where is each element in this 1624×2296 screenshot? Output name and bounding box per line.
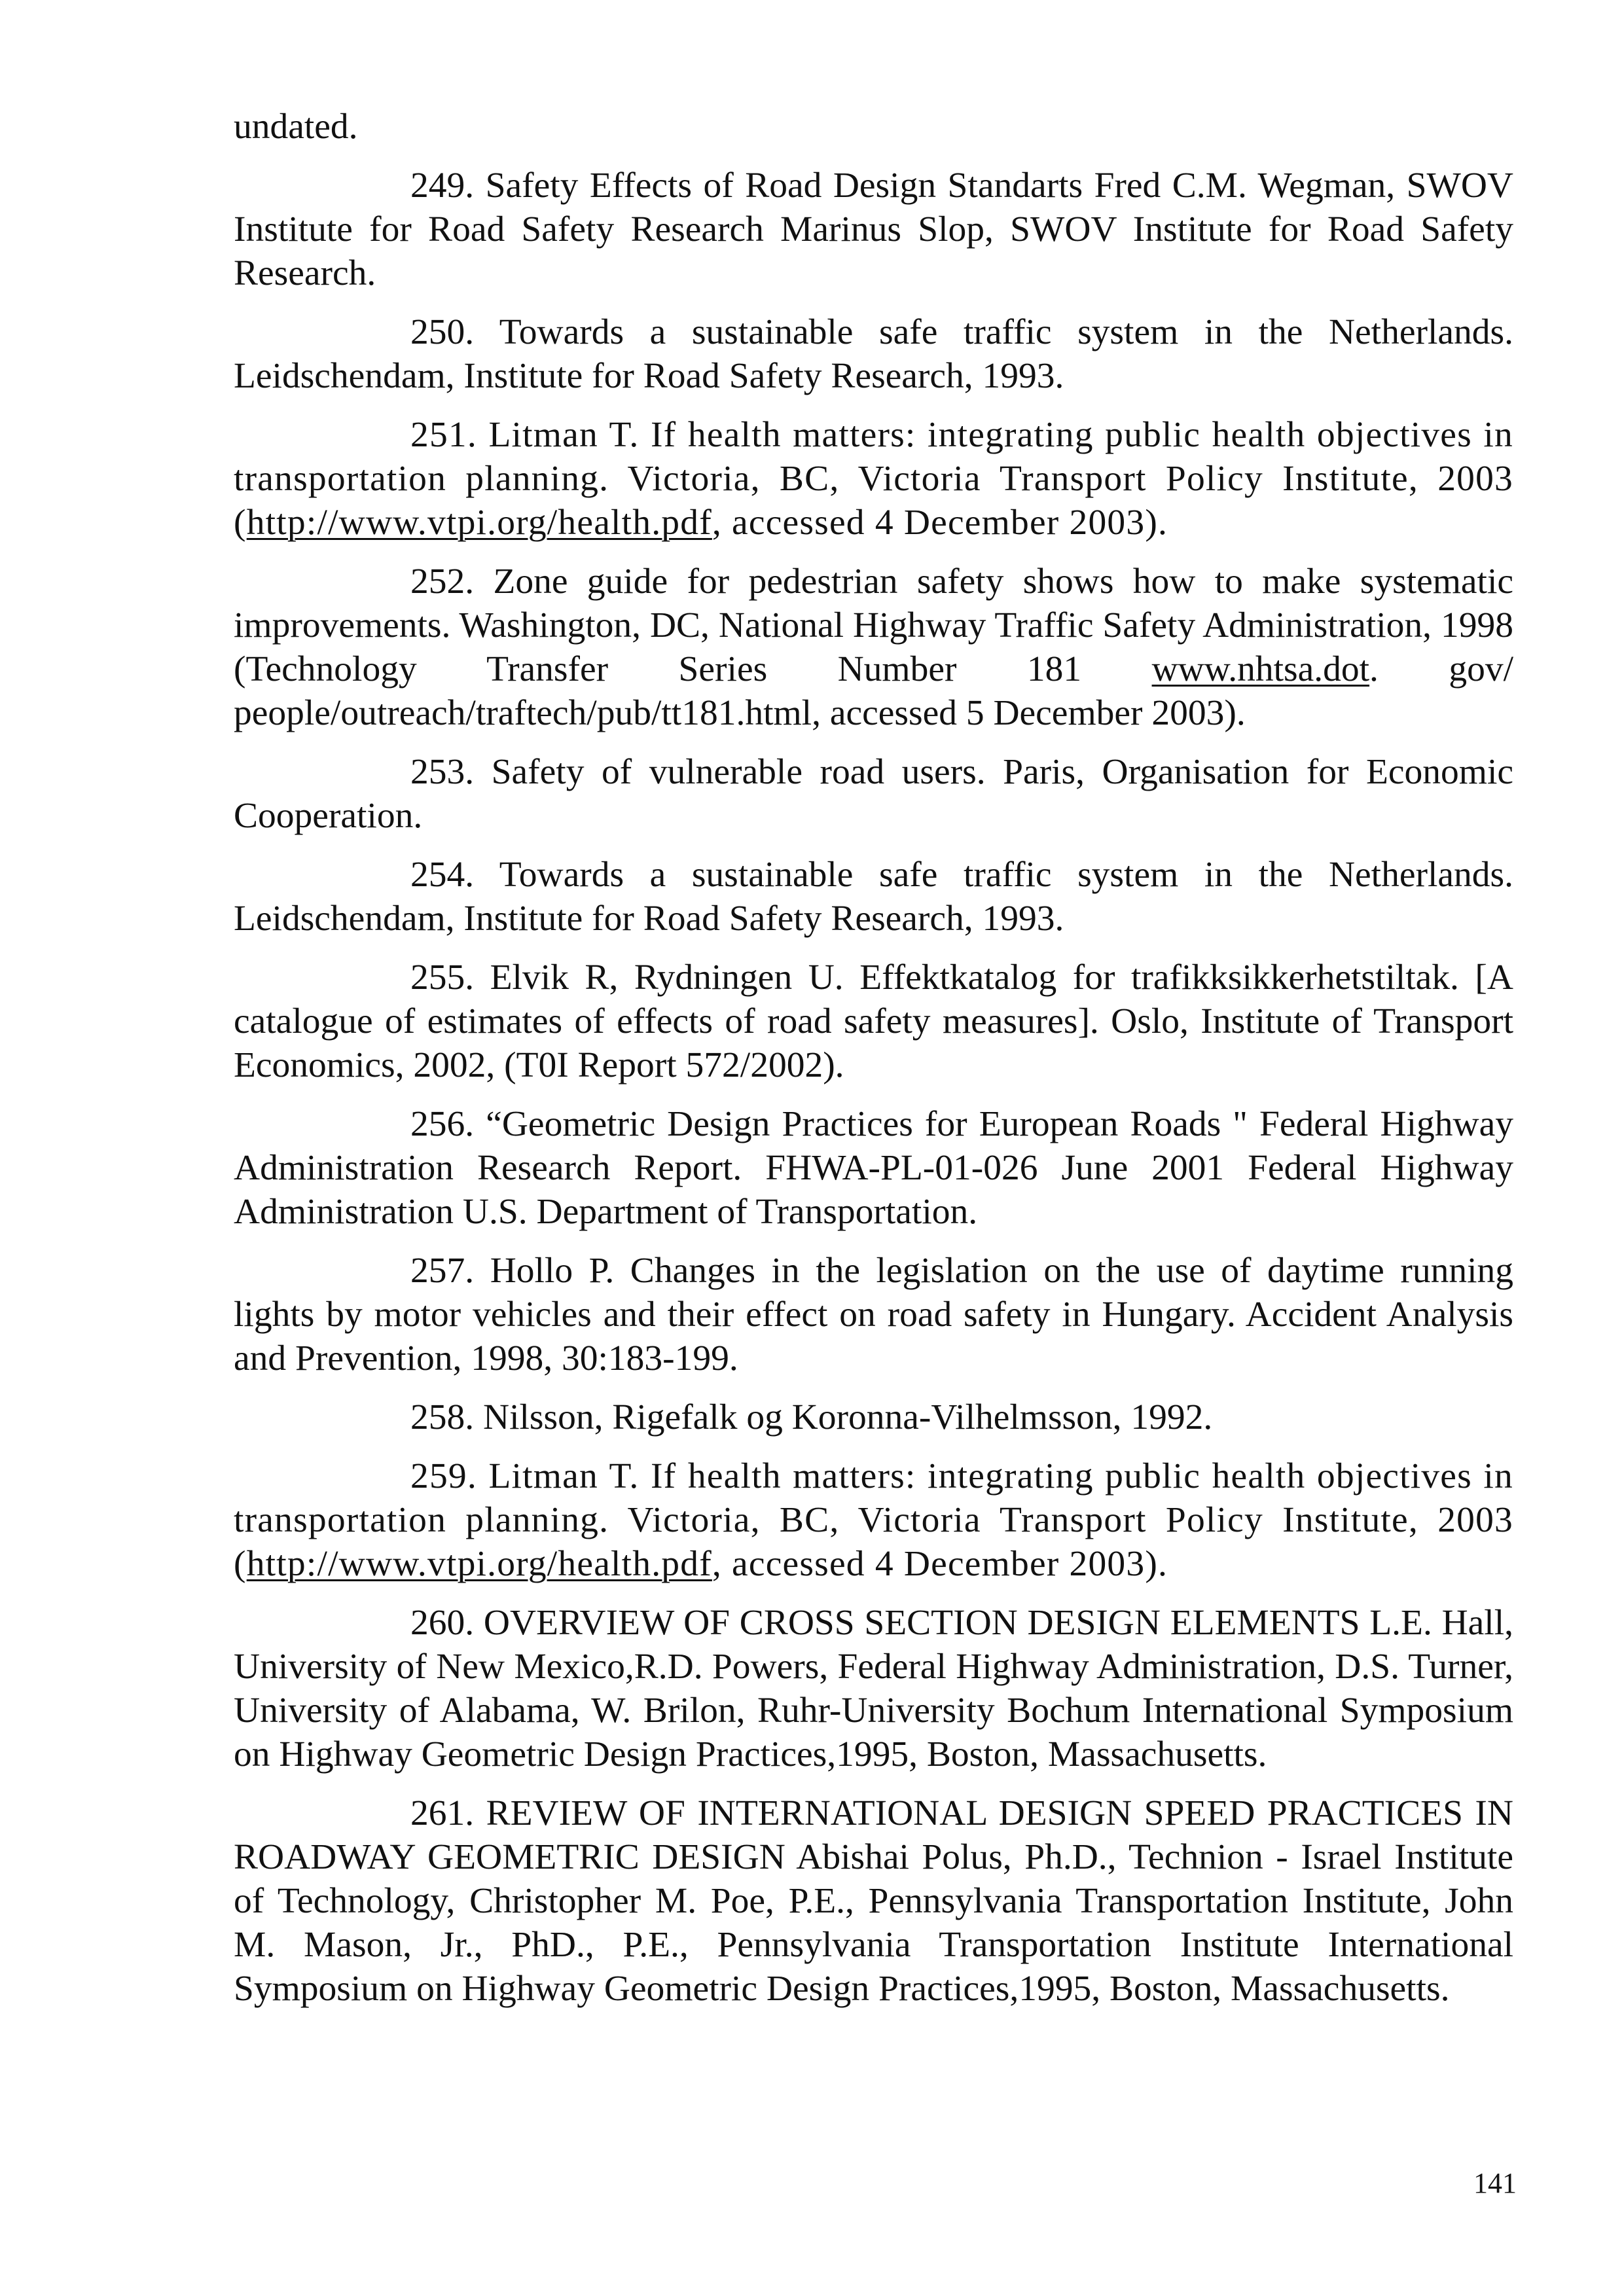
reference-number: 253. [410,752,475,792]
reference-text: Litman T. If health matters: integrating public health objectives in transportation planning. Victoria, BC, Victoria Transport Policy Institute, 2003 ( [234,415,1513,543]
reference-252 [234,560,1513,735]
reference-number: 257. [410,1251,475,1291]
reference-260 [234,1601,1513,1776]
reference-number: 258. [410,1397,475,1437]
reference-text: Hollo P. Changes in the legislation on the use of daytime running lights by motor vehicles and their effect on road safety in Hungary. Accident Analysis and Prevention, 1998, 30:183-199. [234,1251,1514,1378]
reference-text: Towards a sustainable safe traffic system in the Netherlands. Leidschendam, Institute for Road Safety Research, 1993. [234,312,1513,396]
reference-text: OVERVIEW OF CROSS SECTION DESIGN ELEMENTS L.E. Hall, University of New Mexico,R.D. Powers, Federal Highway Administration, D.S. Turner, University of Alabama, W. Brilon, Ruhr-University Bochum International Symposium on Highway Geometric Design Practices,1995, Boston, Massachusetts. [234,1603,1513,1774]
reference-number: 254. [410,855,475,895]
reference-261 [234,1791,1513,2011]
reference-number: 251. [410,415,477,455]
reference-number: 256. [410,1104,475,1144]
reference-249 [234,164,1513,295]
continuation-text: undated. [234,107,358,147]
reference-number: 260. [410,1603,475,1643]
reference-number: 252. [410,562,475,601]
reference-250 [234,310,1513,398]
reference-259 [234,1454,1513,1586]
reference-link[interactable]: http://www.vtpi.org/health.pdf [246,1544,712,1584]
reference-text: “Geometric Design Practices for European Roads " Federal Highway Administration Research Report. FHWA-PL-01-026 June 2001 Federal Highway Administration U.S. Department of Transportation. [234,1104,1514,1232]
reference-number: 261. [410,1793,475,1833]
reference-number: 259. [410,1456,477,1496]
reference-text: Zone guide for pedestrian safety shows how to make systematic improvements. Washington, DC, National Highway Traffic Safety Administration, 1998 (Technology Transfer Series Number 181 [234,562,1513,689]
reference-256 [234,1102,1513,1234]
reference-text: Safety Effects of Road Design Standarts Fred C.M. Wegman, SWOV Institute for Road Safety Research Marinus Slop, SWOV Institute for Road Safety Research. [234,166,1514,293]
reference-list [234,105,1513,2026]
reference-number: 250. [410,312,475,352]
reference-number: 255. [410,958,475,997]
reference-text: Safety of vulnerable road users. Paris, Organisation for Economic Cooperation. [234,752,1514,836]
reference-link[interactable]: www.nhtsa.dot [1151,649,1370,689]
reference-text-end: . gov/ people/outreach/traftech/pub/tt181.html, accessed 5 December 2003). [234,649,1513,733]
reference-text-end: , accessed 4 December 2003). [712,503,1168,543]
reference-text: REVIEW OF INTERNATIONAL DESIGN SPEED PRACTICES IN ROADWAY GEOMETRIC DESIGN Abishai Polus, Ph.D., Technion - Israel Institute of Technology, Christopher M. Poe, P.E., Pennsylvania Transportation Institute, John M. Mason, Jr., PhD., P.E., Pennsylvania Transportation Institute International Symposium on Highway Geometric Design Practices,1995, Boston, Massachusetts. [234,1793,1513,2009]
reference-text: Elvik R, Rydningen U. Effektkatalog for trafikksikkerhetstiltak. [A catalogue of estimates of effects of road safety measures]. Oslo, Institute of Transport Economics, 2002, (T0I Report 572/2002). [234,958,1513,1085]
reference-253 [234,750,1513,838]
reference-251 [234,413,1513,545]
reference-text: Litman T. If health matters: integrating public health objectives in transportation planning. Victoria, BC, Victoria Transport Policy Institute, 2003 ( [234,1456,1513,1584]
reference-258 [234,1395,1513,1439]
reference-text: Nilsson, Rigefalk og Koronna-Vilhelmsson, 1992. [483,1397,1213,1437]
reference-text-end: , accessed 4 December 2003). [712,1544,1168,1584]
reference-number: 249. [410,166,475,206]
reference-255 [234,956,1513,1087]
reference-254 [234,853,1513,941]
reference-text: Towards a sustainable safe traffic system in the Netherlands. Leidschendam, Institute for Road Safety Research, 1993. [234,855,1513,939]
reference-257 [234,1249,1513,1380]
page-number: 141 [1473,2167,1517,2199]
reference-link[interactable]: http://www.vtpi.org/health.pdf [246,503,712,543]
